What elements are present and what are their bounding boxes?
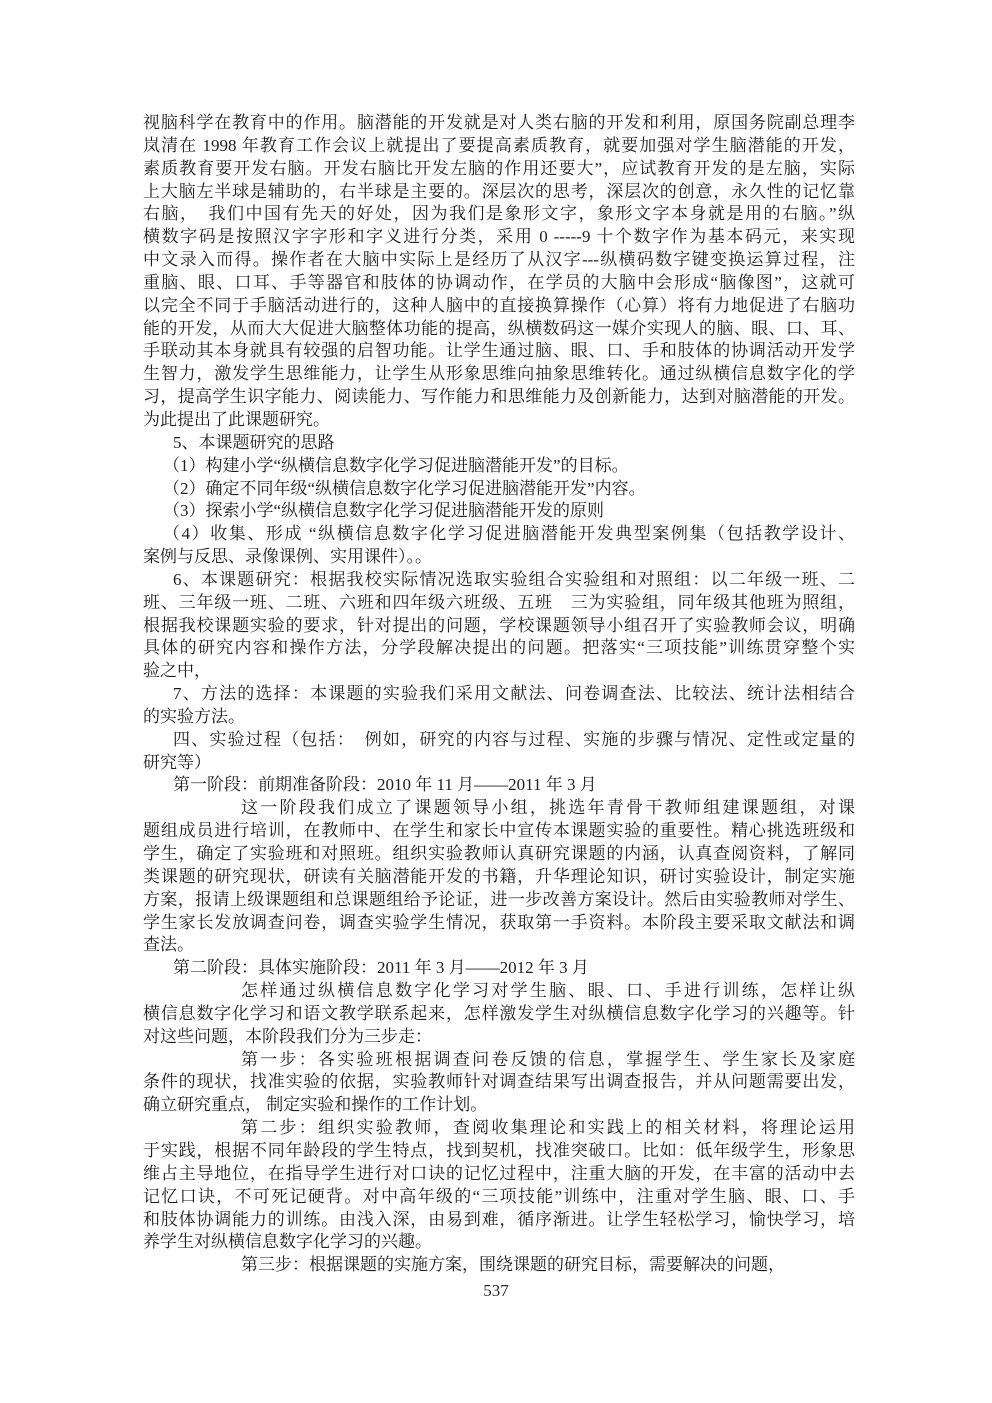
text-line: 中文录入而得。操作者在大脑中实际上是经历了从汉字---纵横码数字键变换运算过程，注 <box>143 250 855 270</box>
text-line: 手联动其本身就具有较强的启智功能。让学生通过脑、眼、口、手和肢体的协调活动开发学 <box>143 341 855 361</box>
text-line: （1）构建小学“纵横信息数字化学习促进脑潜能开发”的目标。 <box>163 455 629 475</box>
text-line: 验之中， <box>143 661 211 681</box>
text-line: 岚清在 1998 年教育工作会议上就提出了要提高素质教育，就要加强对学生脑潜能的开发， <box>143 135 855 155</box>
text-line: 学生，确定了实验班和对照班。组织实验教师认真研究课题的内涵，认真查阅资料，了解同 <box>143 844 855 863</box>
text-line: 具体的研究内容和操作方法，分学段解决提出的问题。把落实“三项技能”训练贯穿整个实 <box>143 638 855 658</box>
text-line: 类课题的研究现状，研读有关脑潜能开发的书籍，升华理论知识，研讨实验设计，制定实施 <box>143 866 855 886</box>
text-line: 的实验方法。 <box>143 706 245 726</box>
text-line: 记忆口诀，不可死记硬背。对中高年级的“三项技能”训练中，注重对学生脑、眼、口、手 <box>143 1186 855 1206</box>
text-line: （4）收集、形成 “纵横信息数字化学习促进脑潜能开发典型案例集（包括教学设计、 <box>163 524 855 544</box>
text-line: 5、本课题研究的思路 <box>173 432 335 452</box>
text-line: 第二阶段：具体实施阶段：2011 年 3 月——2012 年 3 月 <box>173 958 589 978</box>
text-line: 能的开发，从而大大促进大脑整体功能的提高，纵横数码这一媒介实现人的脑、眼、口、耳、 <box>143 318 855 338</box>
text-line: 上大脑左半球是辅助的，右半球是主要的。深层次的思考，深层次的创意，永久性的记忆靠 <box>143 181 855 201</box>
text-line: 养学生对纵横信息数字化学习的兴趣。 <box>143 1232 432 1252</box>
text-line: 怎样通过纵横信息数字化学习对学生脑、眼、口、手进行训练，怎样让纵 <box>241 981 855 1001</box>
text-line: 右脑， 我们中国有先天的好处，因为我们是象形文字，象形文字本身就是用的右脑。”纵 <box>143 204 855 224</box>
text-line: 第一阶段：前期准备阶段：2010 年 11 月——2011 年 3 月 <box>173 775 597 795</box>
text-line: 方案，报请上级课题组和总课题组给予论证，进一步改善方案设计。然后由实验教师对学生、 <box>143 889 855 909</box>
text-line: 查法。 <box>143 935 194 955</box>
text-line: 第三步：根据课题的实施方案，围绕课题的研究目标，需要解决的问题， <box>241 1255 785 1275</box>
text-line: 素质教育要开发右脑。开发右脑比开发左脑的作用还要大”，应试教育开发的是左脑，实际 <box>143 158 855 178</box>
text-line: 案例与反思、录像课例、实用课件）。。 <box>143 547 432 567</box>
text-line: 四、实验过程（包括： 例如，研究的内容与过程、实施的步骤与情况、定性或定量的 <box>173 729 855 749</box>
page-number: 537 <box>483 1281 509 1300</box>
text-line: 维占主导地位，在指导学生进行对口诀的记忆过程中，注重大脑的开发，在丰富的活动中去 <box>143 1163 855 1183</box>
text-line: 这一阶段我们成立了课题领导小组，挑选年青骨干教师组建课题组，对课 <box>241 798 855 818</box>
text-line: 重脑、眼、口耳、手等器官和肢体的协调动作，在学员的大脑中会形成“脑像图”，这就可 <box>143 272 855 292</box>
text-line: 班、三年级一班、二班、六班和四年级六班级、五班 三为实验组，同年级其他班为照组， <box>143 592 855 612</box>
text-line: 生智力，激发学生思维能力，让学生从形象思维向抽象思维转化。通过纵横信息数字化的学 <box>143 364 855 384</box>
text-line: 7、方法的选择：本课题的实验我们采用文献法、问卷调查法、比较法、统计法相结合 <box>173 684 855 704</box>
text-line: 于实践，根据不同年龄段的学生特点，找到契机，找准突破口。比如：低年级学生，形象思 <box>143 1140 855 1160</box>
text-line: 条件的现状，找准实验的依据，实验教师针对调查结果写出调查报告，并从问题需要出发， <box>143 1072 855 1092</box>
text-line: 习，提高学生识字能力、阅读能力、写作能力和思维能力及创新能力，达到对脑潜能的开发。 <box>143 387 855 407</box>
text-line: 研究等） <box>143 752 211 772</box>
text-line: 以完全不同于手脑活动进行的，这种人脑中的直接换算操作（心算）将有力地促进了右脑功 <box>143 295 855 315</box>
text-line: 学生家长发放调查问卷，调查实验学生情况，获取第一手资料。本阶段主要采取文献法和调 <box>143 912 855 932</box>
text-line: 题组成员进行培训，在教师中、在学生和家长中宣传本课题实验的重要性。精心挑选班级和 <box>143 821 855 841</box>
text-line: （2）确定不同年级“纵横信息数字化学习促进脑潜能开发”内容。 <box>163 478 646 498</box>
text-line: 和肢体协调能力的训练。由浅入深，由易到难，循序渐进。让学生轻松学习，愉快学习，培 <box>143 1209 855 1229</box>
text-line: 根据我校课题实验的要求，针对提出的问题，学校课题领导小组召开了实验教师会议，明确 <box>143 615 855 635</box>
document-body <box>143 112 855 1277</box>
text-line: 第一步：各实验班根据调查问卷反馈的信息，掌握学生、学生家长及家庭 <box>241 1049 855 1069</box>
text-line: 横数字码是按照汉字字形和字义进行分类，采用 0 -----9 十个数字作为基本码元，来实现 <box>143 227 855 247</box>
text-line: 第二步：组织实验教师，查阅收集理论和实践上的相关材料，将理论运用 <box>241 1118 855 1138</box>
text-line: 确立研究重点， 制定实验和操作的工作计划。 <box>143 1095 488 1115</box>
text-line: 视脑科学在教育中的作用。脑潜能的开发就是对人类右脑的开发和利用，原国务院副总理李 <box>143 113 855 132</box>
text-line: （3）探索小学“纵横信息数字化学习促进脑潜能开发的原则 <box>163 501 605 521</box>
text-line: 6、本课题研究：根据我校实际情况选取实验组合实验组和对照组：以二年级一班、二 <box>173 569 855 589</box>
text-line: 为此提出了此课题研究。 <box>143 409 330 429</box>
text-line: 对这些问题，本阶段我们分为三步走： <box>143 1026 432 1046</box>
text-line: 横信息数字化学习和语文教学联系起来，怎样激发学生对纵横信息数字化学习的兴趣等。针 <box>143 1003 855 1023</box>
